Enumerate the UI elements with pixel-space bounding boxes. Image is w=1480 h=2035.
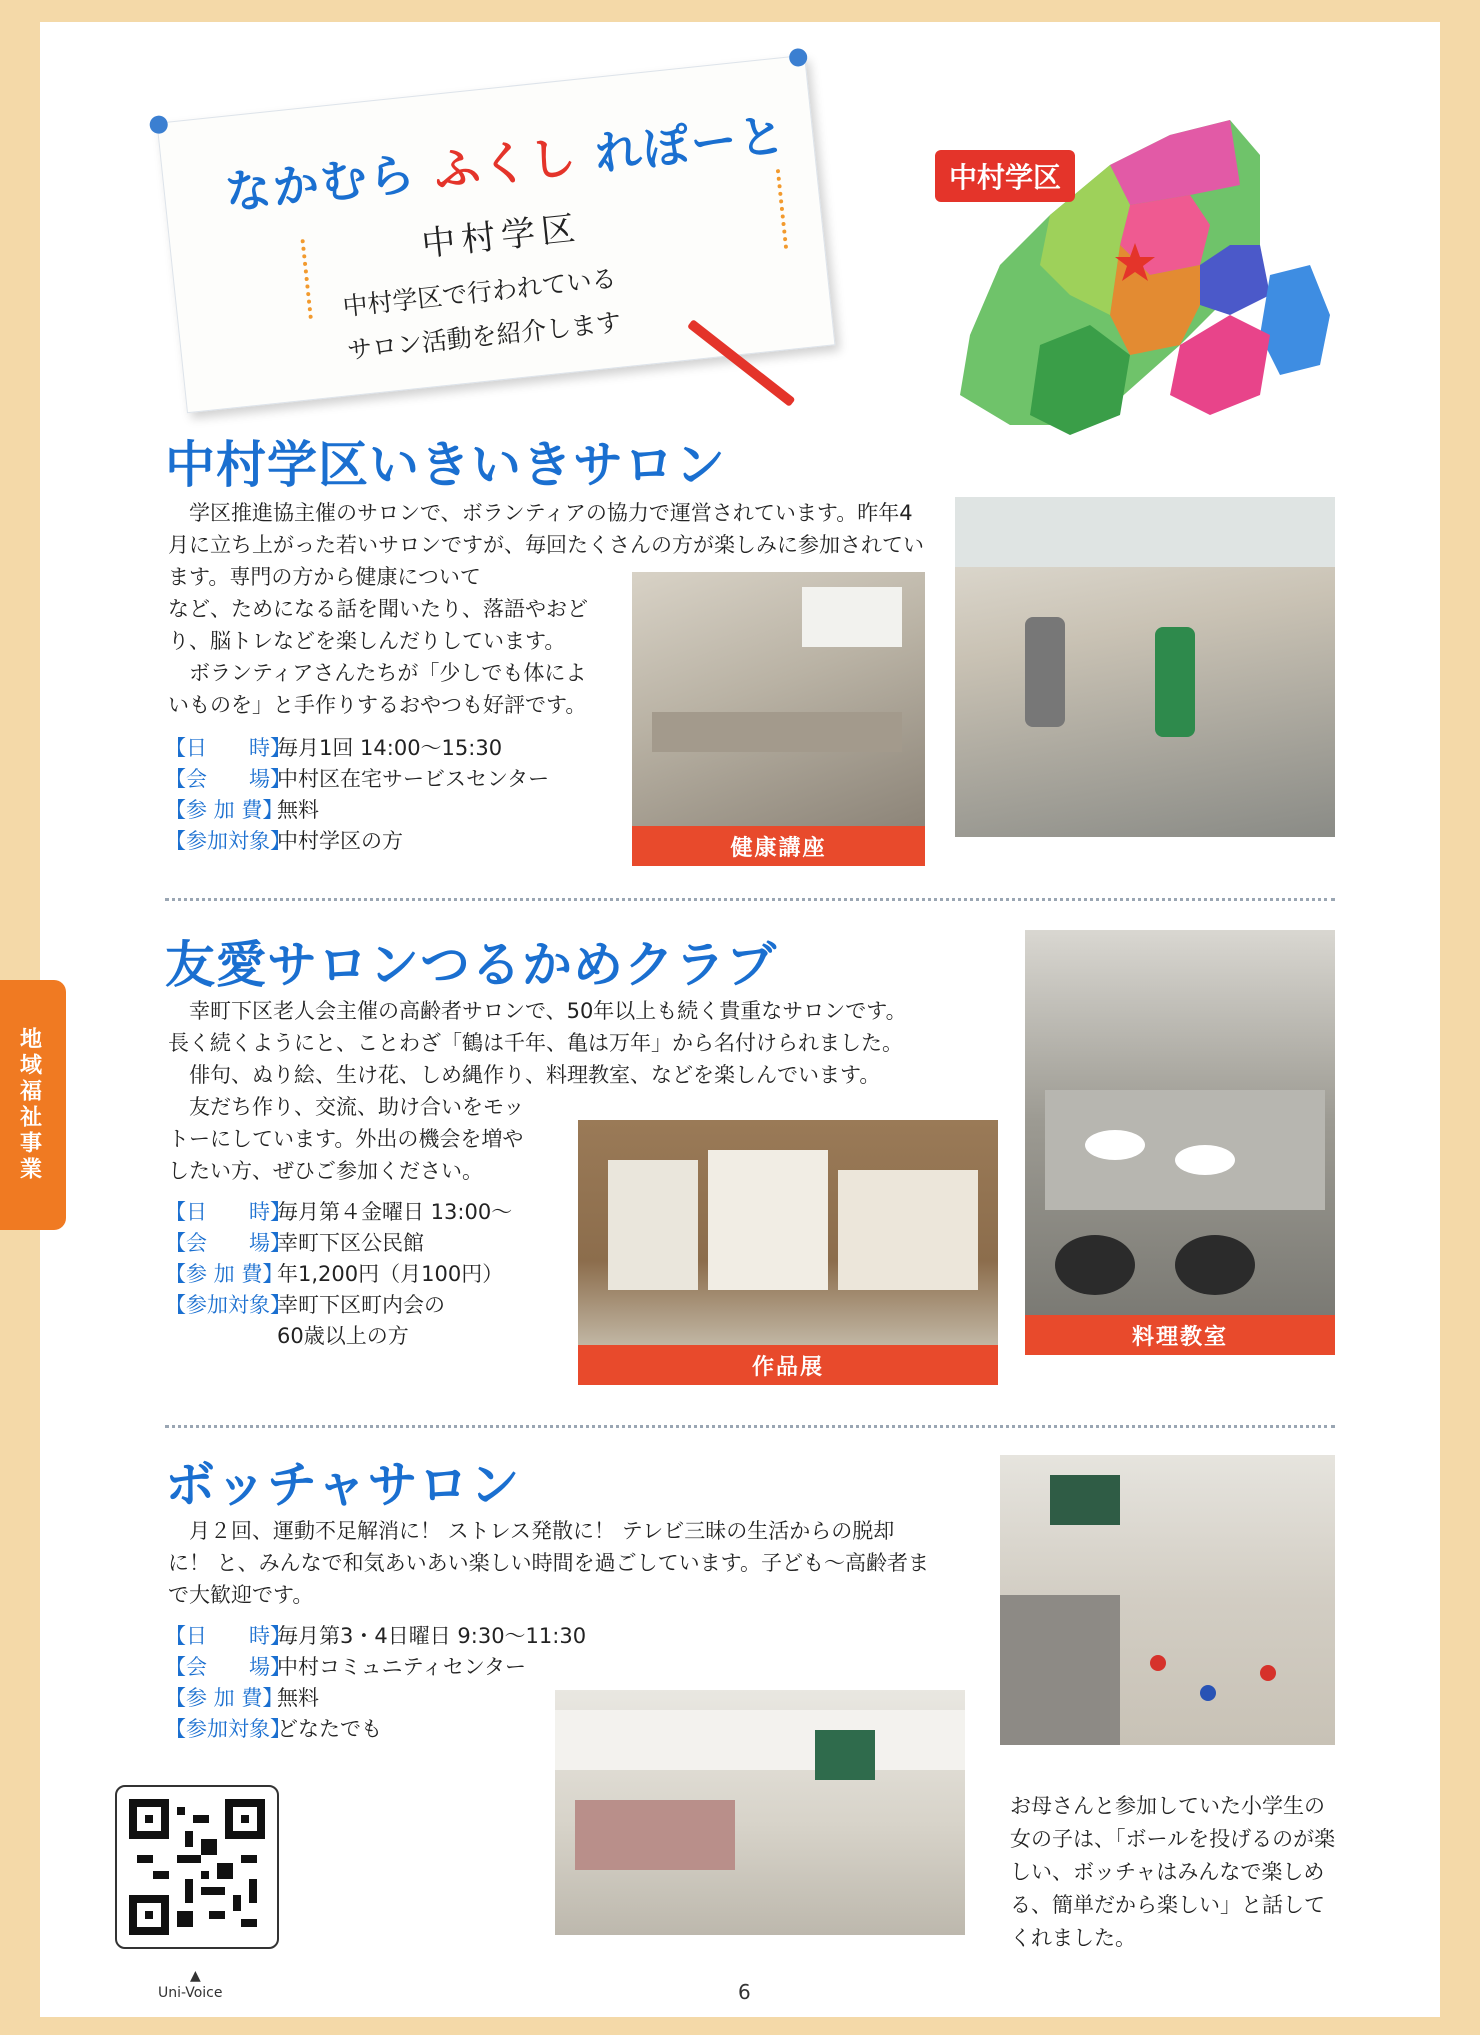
info-place (165, 1652, 586, 1683)
qr-code[interactable] (115, 1785, 279, 1949)
info-place-label: 【会 場】 (165, 1231, 291, 1255)
info-date (165, 1197, 512, 1228)
photo-caption: 料理教室 (1025, 1315, 1335, 1355)
info-target-label: 【参加対象】 (165, 829, 291, 853)
section-title: ボッチャサロン (165, 1456, 521, 1514)
paragraph: トーにしています。外出の機会を増や (168, 1127, 524, 1151)
header-subtitle (341, 257, 624, 373)
report-title (221, 98, 789, 223)
subtitle-line: サロン活動を紹介します (345, 307, 623, 366)
page-number: 6 (738, 1980, 751, 2004)
dotted-decoration (776, 168, 796, 249)
event-info (165, 733, 549, 857)
paragraph: 幸町下区老人会主催の高齢者サロンで、50年以上も続く貴重なサロンです。 (168, 999, 907, 1023)
paragraph: 友だち作り、交流、助け合いをモッ (168, 1095, 525, 1119)
info-target-value: どなたでも (277, 1717, 382, 1741)
section-body-continued (168, 1091, 568, 1187)
info-date (165, 733, 549, 764)
info-target (165, 1714, 586, 1745)
photo-boccia-play (1000, 1455, 1335, 1745)
info-fee-label: 【参 加 費】 (165, 1686, 284, 1710)
event-info (165, 1197, 512, 1352)
paragraph: したい方、ぜひご参加ください。 (168, 1159, 483, 1183)
info-fee-label: 【参 加 費】 (165, 1262, 284, 1286)
side-category-tab (0, 980, 66, 1230)
info-place-label: 【会 場】 (165, 767, 291, 791)
info-fee (165, 1259, 512, 1290)
info-date-value: 毎月1回 14:00〜15:30 (277, 736, 503, 760)
info-fee-value: 無料 (277, 1686, 319, 1710)
photo-boccia-seated (555, 1690, 965, 1935)
info-target-label: 【参加対象】 (165, 1293, 291, 1317)
paragraph: など、ためになる話を聞いたり、落語やおど (168, 597, 588, 621)
info-target (165, 1290, 512, 1321)
info-date-label: 【日 時】 (165, 736, 291, 760)
side-category-label: 地域福祉事業 (16, 1027, 42, 1183)
paragraph: ボランティアさんたちが「少しでも体によ (168, 661, 587, 685)
section-title: 中村学区いきいきサロン (165, 436, 726, 494)
section-body-continued (168, 593, 628, 721)
title-part-nakamura: なかむら (222, 146, 420, 220)
info-target-line2 (165, 1321, 512, 1352)
info-place-value: 中村区在宅サービスセンター (277, 767, 550, 791)
participant-quote: お母さんと参加していた小学生の女の子は、「ボールを投げるのが楽しい、ボッチャはみんなで楽しめる、簡単だから楽しい」と話してくれました。 (1010, 1794, 1336, 1950)
info-place (165, 1228, 512, 1259)
section-title: 友愛サロンつるかめクラブ (165, 936, 777, 994)
info-fee (165, 795, 549, 826)
photo-exercise (955, 497, 1335, 837)
photo-artwork-exhibit (578, 1120, 998, 1355)
district-map (930, 95, 1330, 445)
subtitle-line: 中村学区で行われている (341, 263, 618, 322)
section-body (168, 1515, 1008, 1611)
info-target (165, 826, 549, 857)
info-date-label: 【日 時】 (165, 1624, 291, 1648)
info-date-label: 【日 時】 (165, 1200, 291, 1224)
district-name: 中村学区 (419, 208, 583, 265)
paragraph: 月２回、運動不足解消に！ ストレス発散に！ テレビ三昧の生活からの脱却 (168, 1519, 895, 1543)
info-place (165, 764, 549, 795)
info-target-value: 中村学区の方 (277, 829, 403, 853)
info-fee (165, 1683, 586, 1714)
photo-caption: 健康講座 (632, 826, 925, 866)
title-part-report: れぽーと (592, 107, 789, 182)
title-part-fukushi: ふくし (431, 129, 581, 198)
footer-brand: Uni-Voice (158, 1985, 223, 2001)
paragraph: いものを」と手作りするおやつも好評です。 (168, 693, 587, 717)
info-place-label: 【会 場】 (165, 1655, 291, 1679)
paragraph: 学区推進協主催のサロンで、ボランティアの協力で運営されています。昨年4月に立ち上がった若いサロンですが、毎回たくさんの方が楽しみに参加されています。専門の方から健康について (168, 501, 924, 589)
photo-caption: 作品展 (578, 1345, 998, 1385)
info-place-value: 幸町下区公民館 (277, 1231, 424, 1255)
section-divider (165, 1425, 1335, 1428)
info-date-value: 毎月第3・4日曜日 9:30〜11:30 (277, 1624, 587, 1648)
info-target-label: 【参加対象】 (165, 1717, 291, 1741)
paragraph: に！ と、みんなで和気あいあい楽しい時間を過ごしています。子ども〜高齢者ま (168, 1551, 929, 1575)
info-fee-value: 無料 (277, 798, 319, 822)
info-date (165, 1621, 586, 1652)
event-info (165, 1621, 586, 1745)
info-place-value: 中村コミュニティセンター (277, 1655, 527, 1679)
info-date-value: 毎月第４金曜日 13:00〜 (277, 1200, 513, 1224)
up-arrow-icon: ▲ (190, 1968, 201, 1984)
paragraph: り、脳トレなどを楽しんだりしています。 (168, 629, 566, 653)
info-fee-label: 【参 加 費】 (165, 798, 284, 822)
info-target-value: 幸町下区町内会の (277, 1293, 445, 1317)
section-body (168, 995, 1028, 1091)
section-divider (165, 898, 1335, 901)
paragraph: 長く続くようにと、ことわざ「鶴は千年、亀は万年」から名付けられました。 (168, 1031, 903, 1055)
photo-health-lecture (632, 572, 925, 826)
info-target-value-2: 60歳以上の方 (277, 1324, 409, 1348)
paragraph: で大歓迎です。 (168, 1583, 314, 1607)
photo-cooking-class (1025, 930, 1335, 1315)
info-fee-value: 年1,200円（月100円） (277, 1262, 504, 1286)
map-district-label: 中村学区 (935, 150, 1075, 202)
qr-code-icon (129, 1799, 265, 1935)
paragraph: 俳句、ぬり絵、生け花、しめ縄作り、料理教室、などを楽しんでいます。 (168, 1063, 881, 1087)
dotted-decoration (301, 238, 321, 319)
